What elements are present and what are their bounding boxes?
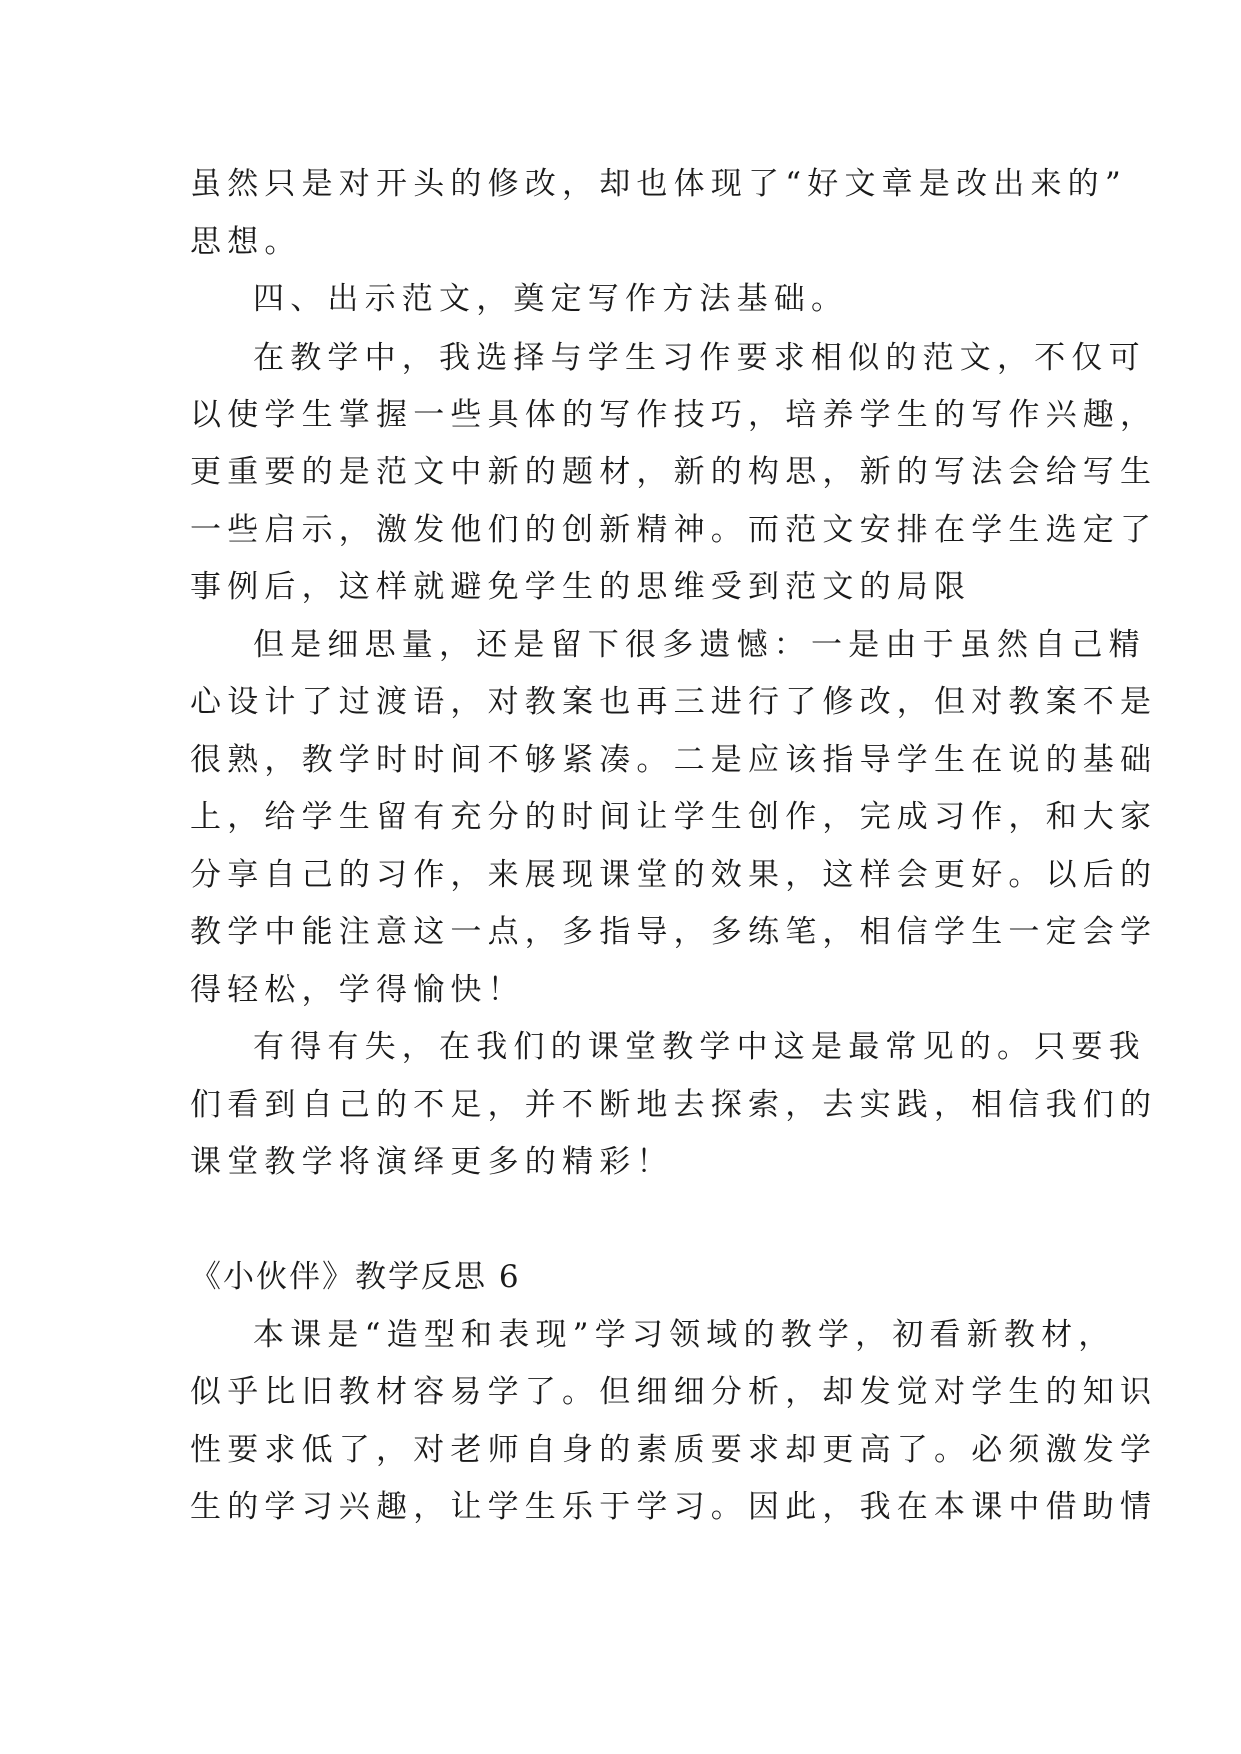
text-line: 似乎比旧教材容易学了。但细细分析，却发觉对学生的知识 — [190, 1374, 1158, 1410]
text-line: 虽然只是对开头的修改，却也体现了“好文章是改出来的” — [190, 166, 1127, 202]
text-line: 事例后，这样就避免学生的思维受到范文的局限 — [190, 569, 972, 605]
text-line: 思想。 — [190, 224, 302, 260]
text-line: 们看到自己的不足，并不断地去探索，去实践，相信我们的 — [190, 1087, 1158, 1123]
section-title: 《小伙伴》教学反思 6 — [190, 1259, 521, 1295]
text-line: 性要求低了，对老师自身的素质要求却更高了。必须激发学 — [190, 1432, 1158, 1468]
text-line: 很熟，教学时时间不够紧凑。二是应该指导学生在说的基础 — [190, 742, 1158, 778]
text-line: 以使学生掌握一些具体的写作技巧，培养学生的写作兴趣， — [190, 397, 1158, 433]
text-line: 心设计了过渡语，对教案也再三进行了修改，但对教案不是 — [190, 684, 1158, 720]
paragraph-start: 有得有失，在我们的课堂教学中这是最常见的。只要我 — [253, 1029, 1146, 1065]
text-line: 得轻松，学得愉快！ — [190, 972, 525, 1008]
paragraph-start: 但是细思量，还是留下很多遗憾：一是由于虽然自己精 — [253, 627, 1146, 663]
text-line: 上，给学生留有充分的时间让学生创作，完成习作，和大家 — [190, 799, 1158, 835]
text-line: 一些启示，激发他们的创新精神。而范文安排在学生选定了 — [190, 512, 1158, 548]
text-line: 更重要的是范文中新的题材，新的构思，新的写法会给写生 — [190, 454, 1158, 490]
paragraph-start: 在教学中，我选择与学生习作要求相似的范文，不仅可 — [253, 340, 1146, 376]
text-line: 分享自己的习作，来展现课堂的效果，这样会更好。以后的 — [190, 857, 1158, 893]
section-heading: 四、出示范文，奠定写作方法基础。 — [253, 281, 849, 317]
paragraph-start: 本课是“造型和表现”学习领域的教学，初看新教材， — [253, 1317, 1116, 1353]
text-line: 教学中能注意这一点，多指导，多练笔，相信学生一定会学 — [190, 914, 1158, 950]
text-line: 课堂教学将演绎更多的精彩！ — [190, 1144, 674, 1180]
text-line: 生的学习兴趣，让学生乐于学习。因此，我在本课中借助情 — [190, 1489, 1158, 1525]
